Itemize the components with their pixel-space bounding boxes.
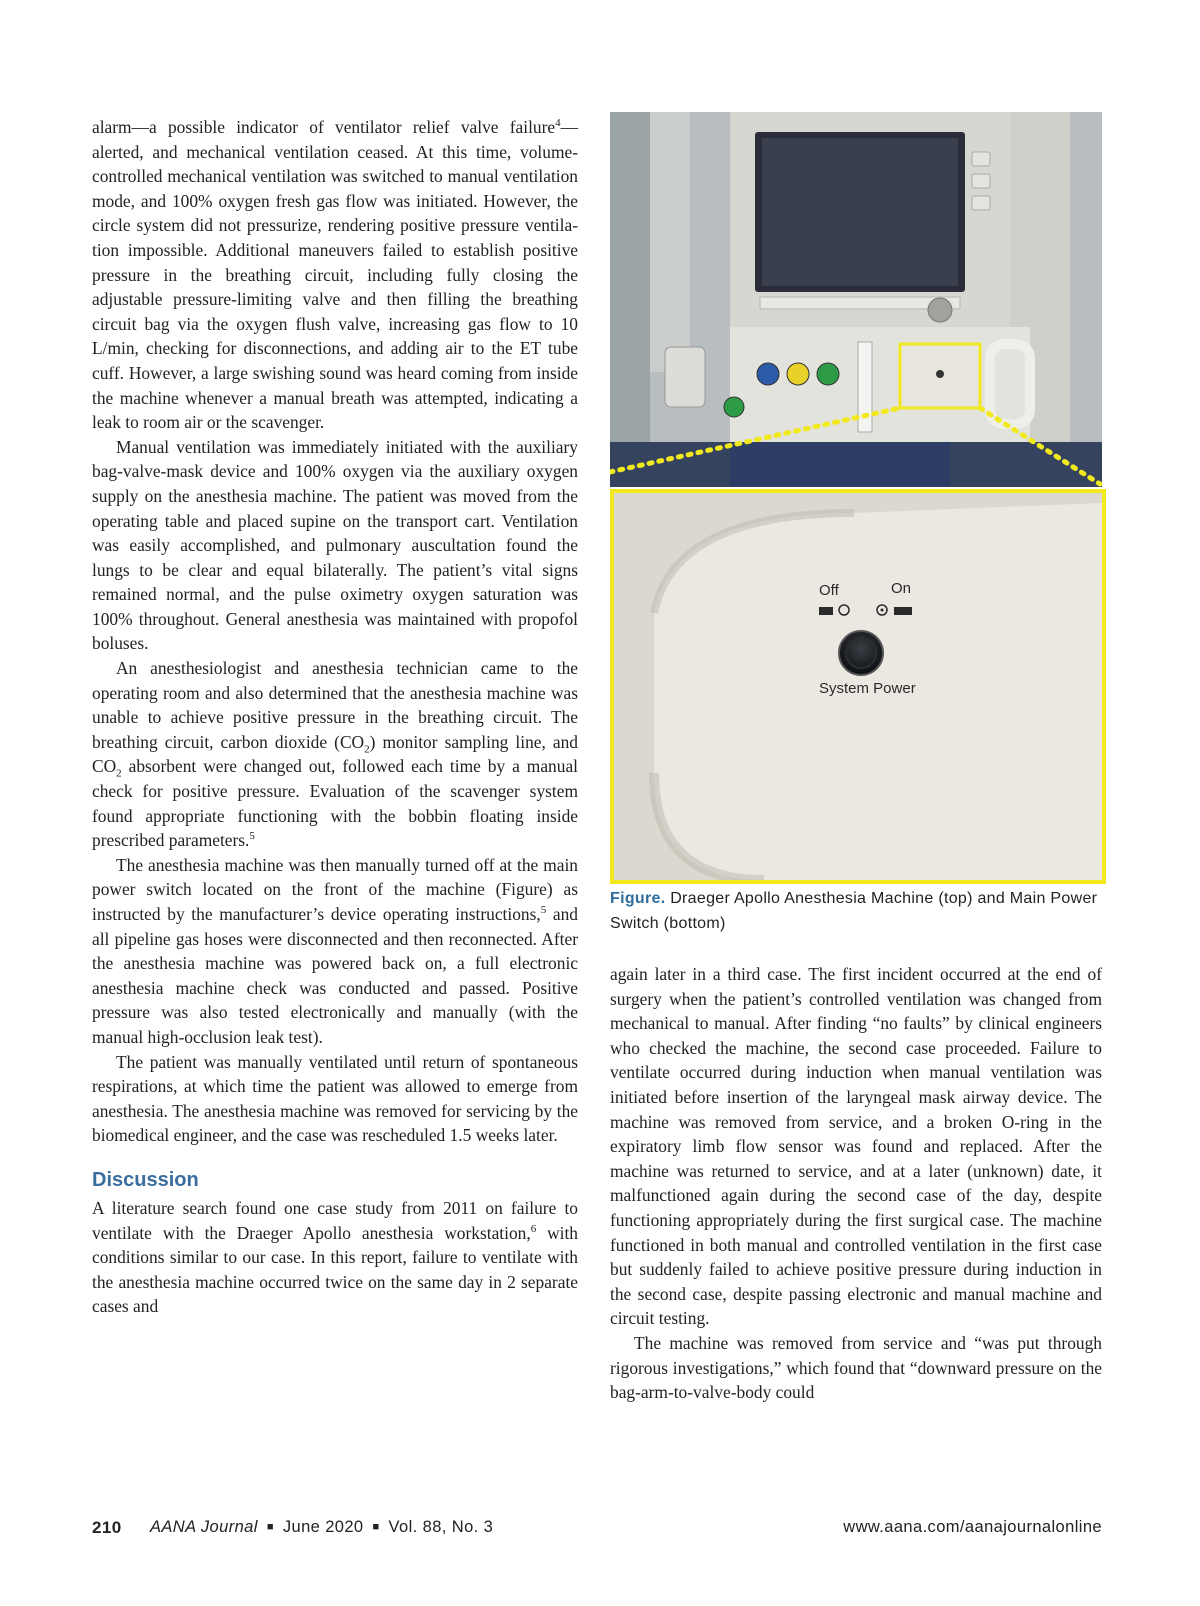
page-footer (92, 1518, 1102, 1542)
reference-superscript: 5 (540, 904, 547, 917)
paragraph: The anesthesia machine was then manually turned off at the main power switch located on the front of the machine (Figure) as instructed by the manufacturer’s device operating instructions,$^5$ and all pipeline gas hoses were disconnected and then reconnected. After the anesthesia machine was powered back on, a full electronic anesthesia machine check was conducted and passed. Positive pressure was also tested electronically and manually (with the manual high-occlusion leak test). (92, 854, 578, 1047)
figure-label: Figure. (610, 890, 666, 907)
reference-superscript: 5 (249, 830, 255, 843)
reference-superscript: 4 (555, 117, 561, 130)
separator-icon: ■ (266, 1521, 274, 1533)
section-heading: Discussion (92, 1168, 199, 1191)
page-number: 210 (92, 1518, 122, 1537)
journal-url[interactable]: www.aana.com/aanajournalonline (843, 1518, 1102, 1536)
power-switch-photo (610, 489, 1106, 884)
left-column (92, 115, 578, 1319)
journal-citation (150, 1518, 493, 1537)
anesthesia-machine-illustration (610, 112, 1102, 487)
right-column (610, 962, 1102, 1405)
system-power-label: System Power (819, 680, 916, 697)
subscript: 2 (116, 767, 122, 780)
reference-superscript: 6 (530, 1222, 537, 1235)
separator-icon: ■ (372, 1521, 380, 1533)
figure (610, 112, 1102, 880)
power-switch-illustration (614, 493, 1102, 880)
figure-caption-text: Draeger Apollo Anesthesia Machine (top) and Main Power Switch (bottom) (610, 890, 1098, 932)
figure-caption (610, 886, 1102, 936)
off-symbol-icon (819, 607, 833, 615)
anesthesia-machine-photo (610, 112, 1102, 487)
paragraph: again later in a third case. The first incident occurred at the end of surgery when the patient’s controlled ventilation was changed from mechanical to manual. After finding “no faults” by clinical engineers who checked the machine, the second case proceeded. Failure to ventilate occurred during induction when manual ventilation was initiated before insertion of the laryngeal mask airway device. The machine was removed from service, and a broken O-ring in the expiratory limb flow sensor was found and replaced. After the machine was returned to service, and at a later (unknown) date, it malfunctioned again during the second case of the day, despite functioning appropriately during the first surgical case. The machine functioned in both manual and controlled ventilation in the first case but suddenly failed to achieve positive pressure during induction in the second case, despite passing electronic and manual machine and circuit testing. (610, 964, 1102, 1329)
switch-off-label: Off (819, 582, 839, 599)
paragraph: Manual ventilation was immediately initiated with the auxiliary bag-valve-mask device and 100% oxygen via the auxiliary oxygen supply on the anesthesia machine. The patient was moved from the operating table and placed supine on the transport cart. Ventilation was easily accomplished, and pulmonary auscultation found the lungs to be clear and equal bilaterally. The patient’s vital signs remained normal, and the pulse oximetry oxygen saturation was 100% throughout. General anesthesia was maintained with propofol boluses. (92, 436, 578, 654)
paragraph: An anesthesiologist and anesthesia technician came to the operating room and also determined that the anesthesia machine was unable to achieve positive pressure in the breathing circuit. The breathing circuit, carbon dioxide $(CO_2)$ monitor sampling line, and $CO_2$ absorbent were changed out, followed each time by a manual check for positive pressure. Evaluation of the scavenger system found appropriate functioning with the bobbin floating inside prescribed parameters.$^5$ (92, 658, 578, 851)
paragraph: The patient was manually ventilated until return of spontaneous respirations, at which time the patient was allowed to emerge from anesthesia. The anesthesia machine was removed for servicing by the biomedical engineer, and the case was rescheduled 1.5 weeks later. (92, 1051, 578, 1146)
journal-name: AANA Journal (150, 1518, 258, 1536)
issue-date: June 2020 (282, 1518, 364, 1536)
volume-issue: Vol. 88, No. 3 (388, 1518, 494, 1536)
paragraph: A literature search found one case study from 2011 on failure to ventilate with the Draeger Apollo anesthesia workstation,$^6$ with conditions similar to our case. In this report, failure to ventilate with the anesthesia machine occurred twice on the same day in 2 separate cases and (92, 1197, 579, 1317)
paragraph: The machine was removed from service and “was put through rigorous investigations,” which found that “downward pressure on the bag-arm-to-valve-body could (610, 1332, 1102, 1403)
switch-on-label: On (891, 580, 912, 597)
paragraph: alarm—a possible indicator of ventilator relief valve failure$^4$—alerted, and mechanical ventilation ceased. At this time, volume-controlled mechanical ventilation was switched to manual ventilation mode, and 100% oxygen fresh gas flow was initiated. However, the circle system did not pressurize, rendering positive pressure ventilation impossible. Additional maneuvers failed to establish positive pressure in the breathing circuit, including fully closing the adjustable pressure-limiting valve and then filling the breathing circuit bag via the oxygen flush valve, increasing gas flow to 10 L/min, checking for disconnections, and adding air to the ET tube cuff. However, a large swishing sound was heard coming from inside the machine whenever a manual breath was attempted, indicating a leak to room air or the scavenger. (92, 117, 578, 433)
subscript: 2 (364, 743, 370, 756)
